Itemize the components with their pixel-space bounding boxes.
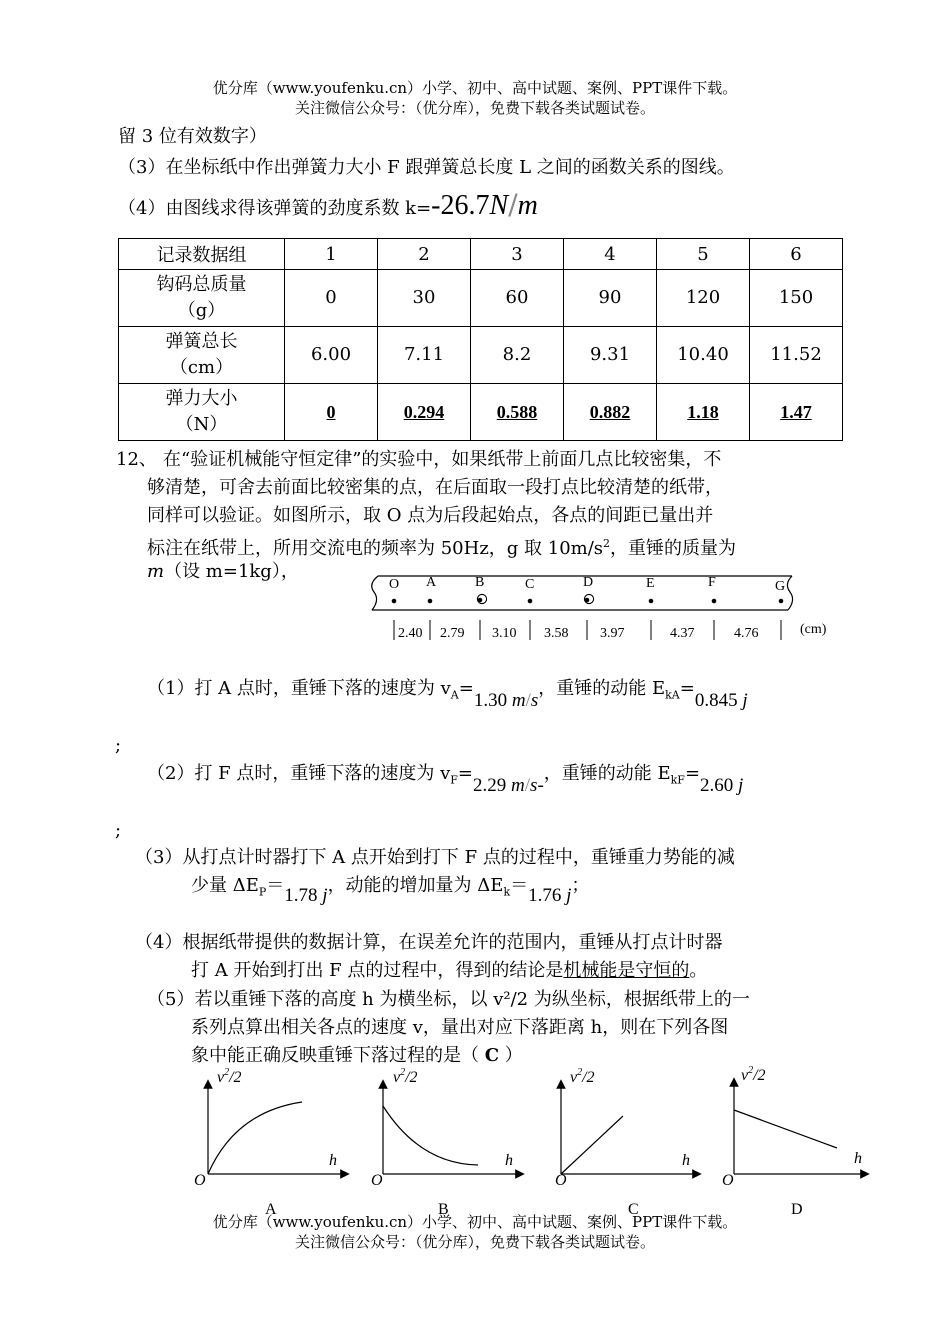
q12-line3: 同样可以验证。如图所示，取 O 点为后段起始点，各点的间距已量出并 — [147, 505, 714, 526]
row-label — [119, 270, 285, 327]
q12-part3-text: 少量 ΔE — [191, 875, 259, 896]
EkA-answer — [695, 690, 748, 711]
q12-line2: 够清楚，可舍去前面比较密集的点，在后面取一段打点比较清楚的纸带， — [147, 477, 723, 498]
row-label — [119, 384, 285, 441]
graph-d-line — [734, 1110, 837, 1148]
vF-answer — [473, 775, 544, 796]
table-header-cell: 1 — [285, 239, 378, 270]
table-header-cell: 3 — [471, 239, 564, 270]
table-header-cell: 5 — [657, 239, 750, 270]
q12-part4-line2 — [191, 958, 707, 984]
q11-continuation: 留 3 位有效数字） — [118, 126, 267, 147]
vA-value: 1.30 — [473, 690, 508, 711]
q12-part2-sub: F — [450, 773, 458, 787]
q12-line5-text: （设 m=1kg）， — [164, 561, 299, 582]
table-cell — [564, 384, 657, 441]
graph-c-origin: O — [555, 1172, 567, 1189]
tape-points — [389, 575, 785, 604]
answer-graphs — [185, 1062, 885, 1222]
page-header-line2: 关注微信公众号：（优分库），免费下载各类试题试卷。 — [294, 99, 655, 117]
q11-part4 — [118, 188, 538, 222]
q12-part3-end: ； — [571, 875, 590, 896]
q12-part3-eq: ＝ — [266, 875, 285, 896]
tape-gap-value: 2.40 — [398, 626, 423, 641]
q12-line1: 在“验证机械能守恒定律”的实验中，如果纸带上前面几点比较密集，不 — [163, 449, 722, 470]
tape-point-label: O — [389, 577, 400, 592]
force-answer: 0.294 — [403, 401, 445, 422]
table-row-length — [119, 327, 843, 384]
q12-part4-end: 。 — [689, 960, 708, 981]
q11-part4-unit-n: N — [489, 190, 509, 221]
q12-part3-text2: ，动能的增加量为 ΔE — [327, 875, 504, 896]
row-label-line: （cm） — [169, 357, 234, 378]
tape-gap-value: 3.97 — [600, 626, 625, 641]
tape-point-label: F — [708, 575, 716, 590]
graph-d — [722, 1065, 865, 1218]
force-answer: 0.588 — [496, 401, 538, 422]
tape-gaps — [398, 622, 827, 641]
q12-part2-eq: = — [457, 763, 474, 784]
force-answer: 1.18 — [687, 401, 719, 422]
dEp-value: 1.78 — [284, 885, 318, 906]
vF-dash: - — [537, 775, 544, 796]
graph-c — [555, 1067, 697, 1218]
row-label-line: 弹簧总长 — [165, 331, 238, 352]
graph-b-label: B — [438, 1201, 449, 1218]
tape-point-label: E — [646, 576, 655, 591]
q12-part2-eq2: = — [684, 763, 701, 784]
force-answer: 0.882 — [589, 401, 631, 422]
table-cell: 150 — [750, 270, 843, 327]
table-cell: 7.11 — [378, 327, 471, 384]
q12-part1-sub2: kA — [665, 688, 680, 702]
force-answer: 0 — [326, 401, 336, 422]
graph-b-origin: O — [371, 1172, 383, 1189]
row-label-line: （N） — [175, 414, 228, 435]
tape-dot — [712, 599, 717, 604]
graph-c-label: C — [628, 1201, 639, 1218]
table-cell — [471, 384, 564, 441]
force-answer: 1.47 — [780, 401, 812, 422]
table-cell: 60 — [471, 270, 564, 327]
dEk-answer — [528, 885, 571, 906]
graph-b-ylabel: $v^2/2$ — [393, 1067, 418, 1086]
row-label-line: （g） — [177, 300, 226, 321]
q12-part2 — [147, 761, 743, 794]
vF-value: 2.29 — [473, 775, 507, 796]
tape-point-label: B — [475, 575, 485, 590]
vF-unit-m: m — [511, 775, 525, 796]
q12-part3-line2 — [191, 873, 589, 906]
tape-gap-value: 4.37 — [670, 626, 695, 641]
EkA-unit: j — [742, 690, 748, 711]
graph-c-ylabel: $v^2/2$ — [570, 1067, 595, 1086]
vA-unit-s: s — [530, 690, 539, 711]
table-cell: 0 — [285, 270, 378, 327]
vA-unit-m: m — [511, 690, 526, 711]
tape-gap-value: 4.76 — [734, 626, 759, 641]
row-label-line: 钩码总质量 — [156, 274, 247, 295]
EkF-value: 2.60 — [700, 775, 734, 796]
q11-part4-answer: 26.7 — [440, 190, 490, 221]
q12-part3-eq2: ＝ — [510, 875, 529, 896]
q12-semicolon2: ; — [115, 820, 122, 841]
q12-part1 — [147, 676, 748, 709]
graph-d-label: D — [791, 1201, 803, 1218]
q12-semicolon1: ; — [115, 735, 122, 756]
vA-slash: / — [525, 690, 531, 711]
graph-c-xlabel: h — [682, 1152, 690, 1169]
row-label-line: 弹力大小 — [165, 388, 238, 409]
q12-part2-text2: ，重锤的动能 E — [543, 763, 671, 784]
table-cell: 10.40 — [657, 327, 750, 384]
vF-slash: / — [524, 775, 531, 796]
row-label — [119, 327, 285, 384]
graph-a-origin: O — [194, 1172, 206, 1189]
dEp-answer — [284, 885, 327, 906]
q12-part3-line1: （3）从打点计时器打下 A 点开始到打下 F 点的过程中，重锤重力势能的减 — [135, 847, 735, 868]
table-cell — [285, 384, 378, 441]
page-footer-line2: 关注微信公众号：（优分库），免费下载各类试题试卷。 — [294, 1233, 655, 1251]
EkA-value: 0.845 — [694, 690, 738, 711]
table-header-cell: 6 — [750, 239, 843, 270]
vF-unit-s: s — [530, 775, 538, 796]
q12-part1-eq: = — [458, 678, 474, 699]
tape-gap-value: 2.79 — [440, 626, 465, 641]
graph-d-ylabel: $v^2/2$ — [741, 1065, 766, 1084]
dEk-unit: j — [566, 885, 572, 906]
q12-line4 — [147, 531, 736, 562]
tape-point-label: C — [525, 577, 535, 592]
q11-part4-slash: / — [508, 188, 518, 221]
q12-part4-text: 打 A 开始到打出 F 点的过程中，得到的结论是 — [191, 960, 564, 981]
q12-part1-text2: ，重锤的动能 E — [538, 678, 666, 699]
dEp-unit: j — [322, 885, 328, 906]
q12-part1-text: （1）打 A 点时，重锤下落的速度为 v — [147, 678, 451, 699]
tape-dot — [428, 599, 433, 604]
tape-gap-value: 3.58 — [544, 626, 569, 641]
tape-dot — [779, 599, 784, 604]
table-header-cell: 记录数据组 — [119, 239, 285, 270]
table-cell: 90 — [564, 270, 657, 327]
q11-part4-unit-m: m — [517, 190, 538, 221]
dEk-value: 1.76 — [528, 885, 562, 906]
EkF-unit: j — [738, 775, 744, 796]
tape-point-label: A — [426, 575, 437, 590]
q12-part4-line1: （4）根据纸带提供的数据计算，在误差允许的范围内，重锤从打点计时器 — [135, 932, 723, 953]
table-row-mass — [119, 270, 843, 327]
tape-point-label: G — [775, 579, 786, 594]
table-cell: 8.2 — [471, 327, 564, 384]
q11-part4-prefix: （4）由图线求得该弹簧的劲度系数 k= — [118, 198, 432, 219]
graph-b-xlabel: h — [505, 1152, 513, 1169]
tape-dot — [528, 599, 533, 604]
q12-part5-answer: C — [484, 1045, 500, 1066]
graph-b — [371, 1067, 520, 1218]
table-header-cell: 4 — [564, 239, 657, 270]
paper-tape-diagram — [368, 570, 838, 650]
q12-part2-text: （2）打 F 点时，重锤下落的速度为 v — [147, 763, 451, 784]
q12-part5-line2: 系列点算出相关各点的速度 v，量出对应下落距离 h，则在下列各图 — [191, 1017, 729, 1038]
table-cell: 6.00 — [285, 327, 378, 384]
graph-a-curve — [208, 1102, 302, 1174]
tape-unit: (cm) — [800, 622, 827, 637]
q12-line4-text: 标注在纸带上，所用交流电的频率为 50Hz，g 取 10m/s — [147, 538, 604, 559]
table-row-force — [119, 384, 843, 441]
spring-data-table — [118, 238, 843, 441]
table-cell — [378, 384, 471, 441]
q11-part4-dash: - — [431, 190, 441, 221]
graph-d-origin: O — [722, 1172, 734, 1189]
table-cell: 11.52 — [750, 327, 843, 384]
q12-part4-answer: 机械能是守恒的 — [563, 960, 690, 981]
q12-part5-line1: （5）若以重锤下落的高度 h 为横坐标，以 v²/2 为纵坐标，根据纸带上的一 — [147, 989, 750, 1010]
table-header-row — [119, 239, 843, 270]
q12-part3-sub2: k — [503, 885, 511, 899]
q12-part1-sub: A — [450, 688, 459, 702]
graph-b-curve — [383, 1106, 478, 1165]
q12-line4-sup: 2 — [603, 537, 611, 550]
graph-a — [194, 1067, 345, 1218]
tape-dot — [392, 599, 397, 604]
table-header-cell: 2 — [378, 239, 471, 270]
vA-answer — [474, 690, 538, 711]
q11-part3: （3）在坐标纸中作出弹簧力大小 F 跟弹簧总长度 L 之间的函数关系的图线。 — [118, 157, 735, 178]
q12-part2-sub2: kF — [670, 773, 685, 787]
q12-part3-sub: P — [258, 885, 267, 899]
graph-a-ylabel: $v^2/2$ — [217, 1067, 242, 1086]
q12-part5-text: 象中能正确反映重锤下落过程的是（ — [191, 1045, 485, 1066]
table-cell: 120 — [657, 270, 750, 327]
graph-a-label: A — [265, 1201, 277, 1218]
graph-a-xlabel: h — [329, 1152, 337, 1169]
table-cell — [750, 384, 843, 441]
table-cell: 9.31 — [564, 327, 657, 384]
q12-number: 12、 — [116, 449, 157, 470]
q12-mass-symbol: m — [147, 561, 165, 582]
page-footer-line1: 优分库（www.youfenku.cn）小学、初中、高中试题、案例、PPT课件下载。 — [212, 1213, 738, 1231]
graph-d-xlabel: h — [854, 1150, 862, 1167]
tape-gap-value: 3.10 — [492, 626, 517, 641]
table-cell — [657, 384, 750, 441]
q12-line4-text-end: ，重锤的质量为 — [610, 538, 737, 559]
tape-point-label: D — [583, 575, 594, 590]
EkF-answer — [700, 775, 743, 796]
q12-part1-eq2: = — [679, 678, 695, 699]
graph-c-line — [561, 1116, 623, 1174]
tape-dot — [649, 599, 654, 604]
table-cell: 30 — [378, 270, 471, 327]
q12-line5 — [147, 559, 299, 585]
page-header-line1: 优分库（www.youfenku.cn）小学、初中、高中试题、案例、PPT课件下载。 — [212, 79, 738, 97]
q12-part5-end: ） — [499, 1045, 523, 1066]
